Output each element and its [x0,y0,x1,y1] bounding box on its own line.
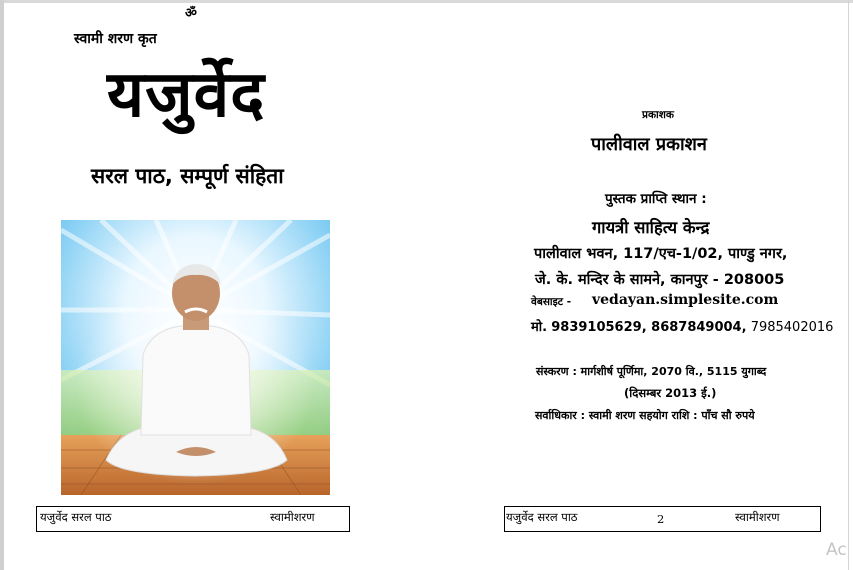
window-left-border [0,0,4,570]
page-right-edge [848,0,849,570]
edition-line-2: (दिसम्बर 2013 ई.) [624,386,717,400]
rights-and-price: सर्वाधिकार : स्वामी शरण सहयोग राशि : पाँच सौ रुपये [535,409,755,422]
address-line-1: पालीवाल भवन, 117/एच-1/02, पाण्डु नगर, [534,246,788,262]
right-page-footer [504,506,821,532]
phone-numbers-bold: 9839105629, 8687849004, [551,320,747,335]
page-number: 2 [657,512,665,526]
book-title: यजुर्वेद [107,58,266,132]
om-symbol: ॐ [185,6,197,21]
address-line-2: जे. के. मन्दिर के सामने, कानपुर - 208005 [535,272,785,288]
right-footer-author: स्वामीशरण [735,510,780,524]
book-subtitle: सरल पाठ, सम्पूर्ण संहिता [91,164,284,188]
website-label: वेबसाइट - [531,296,572,308]
phone-number-last: 7985402016 [750,320,834,335]
activation-watermark: Ac [826,540,847,560]
publisher-label: प्रकाशक [642,109,674,121]
availability-name: गायत्री साहित्य केन्द्र [592,218,710,237]
author-credit: स्वामी शरण कृत [74,31,157,47]
author-photo [61,220,330,495]
edition-line-1: संस्करण : मार्गशीर्ष पूर्णिमा, 2070 वि., 5115 युगाब्द [536,365,767,378]
left-footer-author: स्वामीशरण [270,510,315,524]
availability-label: पुस्तक प्राप्ति स्थान : [605,191,707,207]
right-footer-book-name: यजुर्वेद सरल पाठ [506,510,578,524]
publisher-name: पालीवाल प्रकाशन [591,134,707,155]
left-footer-book-name: यजुर्वेद सरल पाठ [40,510,112,524]
phone-numbers [531,317,833,335]
phone-label: मो. [531,320,548,335]
left-page-footer [36,506,350,532]
website-url: vedayan.simplesite.com [592,292,779,308]
window-top-border [0,0,853,3]
